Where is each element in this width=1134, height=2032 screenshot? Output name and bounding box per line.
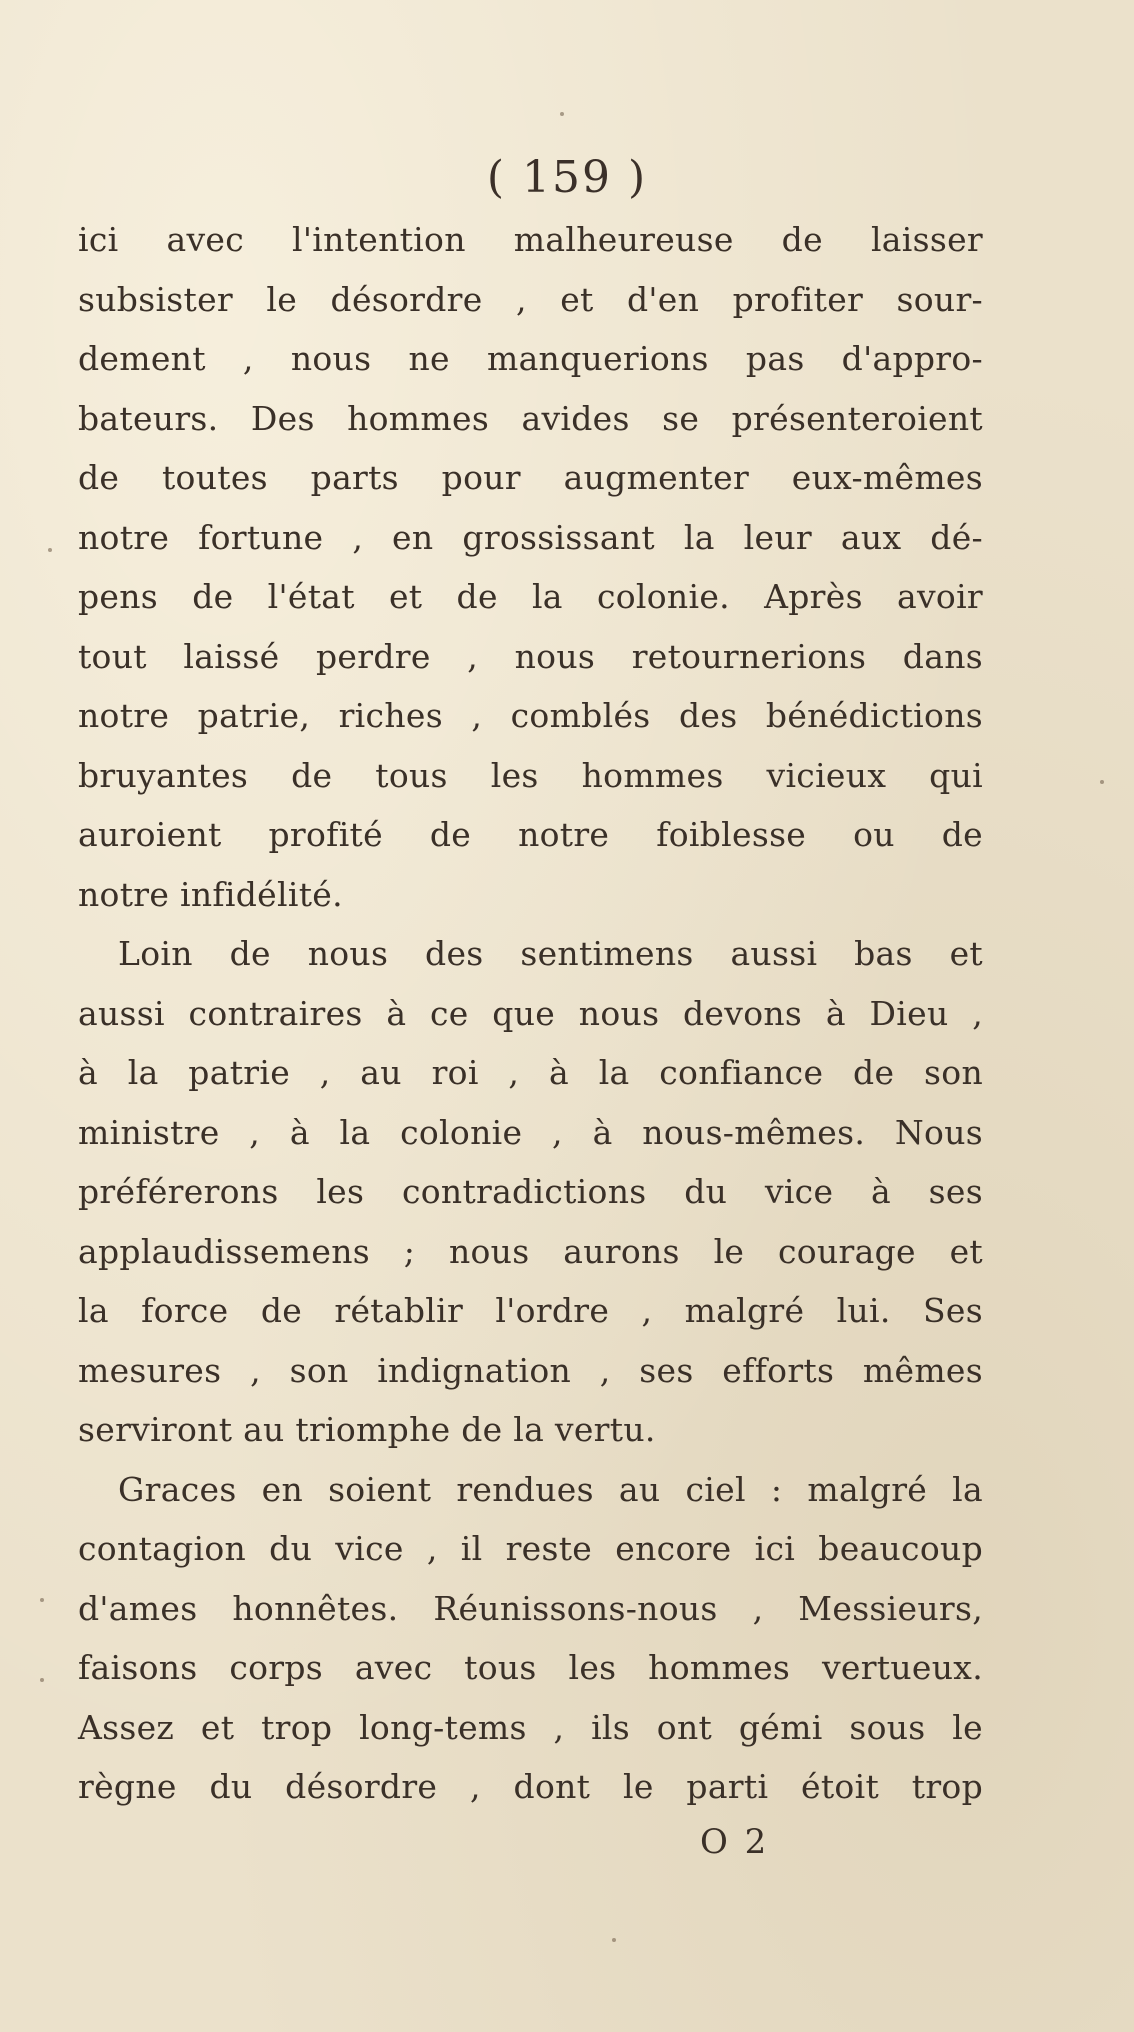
text-line: serviront au triomphe de la vertu. bbox=[78, 1410, 656, 1449]
text-line: Loin de nous des sentimens aussi bas et bbox=[118, 934, 983, 973]
text-line: notre infidélité. bbox=[78, 874, 343, 914]
text-line: notre patrie, riches , comblés des bénédictions bbox=[78, 696, 983, 735]
text-line: la force de rétablir l'ordre , malgré lui. Ses bbox=[78, 1291, 983, 1330]
text-line: Graces en soient rendues au ciel : malgré la bbox=[118, 1469, 983, 1509]
text-line: notre fortune , en grossissant la leur aux dé- bbox=[78, 517, 983, 557]
paper-speck bbox=[1100, 780, 1104, 784]
paper-speck bbox=[612, 1938, 616, 1942]
text-line: applaudissemens ; nous aurons le courage et bbox=[78, 1231, 983, 1271]
text-line: à la patrie , au roi , à la confiance de son bbox=[78, 1053, 983, 1092]
body-text bbox=[78, 210, 983, 1817]
text-line: règne du désordre , dont le parti étoit trop bbox=[78, 1767, 983, 1806]
signature-mark: O 2 bbox=[700, 1822, 770, 1862]
text-line: subsister le désordre , et d'en profiter sour- bbox=[78, 279, 983, 319]
paper-speck bbox=[48, 548, 52, 552]
text-line: Assez et trop long-tems , ils ont gémi sous le bbox=[78, 1707, 983, 1747]
text-line: faisons corps avec tous les hommes vertueux. bbox=[78, 1648, 983, 1687]
text-line: pens de l'état et de la colonie. Après avoir bbox=[78, 577, 983, 616]
text-line: mesures , son indignation , ses efforts mêmes bbox=[78, 1350, 983, 1390]
text-line: d'ames honnêtes. Réunissons-nous , Messieurs, bbox=[78, 1588, 983, 1628]
text-line: de toutes parts pour augmenter eux-mêmes bbox=[78, 458, 983, 497]
text-line: bateurs. Des hommes avides se présenteroient bbox=[78, 398, 983, 438]
text-line: ministre , à la colonie , à nous-mêmes. Nous bbox=[78, 1112, 983, 1152]
text-line: auroient profité de notre foiblesse ou de bbox=[78, 815, 983, 854]
text-line: bruyantes de tous les hommes vicieux qui bbox=[78, 755, 983, 795]
text-line: dement , nous ne manquerions pas d'appro- bbox=[78, 339, 983, 378]
paper-speck bbox=[40, 1598, 44, 1602]
text-line: tout laissé perdre , nous retournerions dans bbox=[78, 636, 983, 676]
text-line: contagion du vice , il reste encore ici beaucoup bbox=[78, 1529, 983, 1568]
paper-speck bbox=[560, 112, 564, 116]
text-line: aussi contraires à ce que nous devons à Dieu , bbox=[78, 993, 983, 1033]
paper-speck bbox=[40, 1678, 44, 1682]
text-line: préférerons les contradictions du vice à ses bbox=[78, 1172, 983, 1211]
text-line: ici avec l'intention malheureuse de laisser bbox=[78, 220, 983, 259]
page-number-header: ( 159 ) bbox=[486, 152, 648, 203]
